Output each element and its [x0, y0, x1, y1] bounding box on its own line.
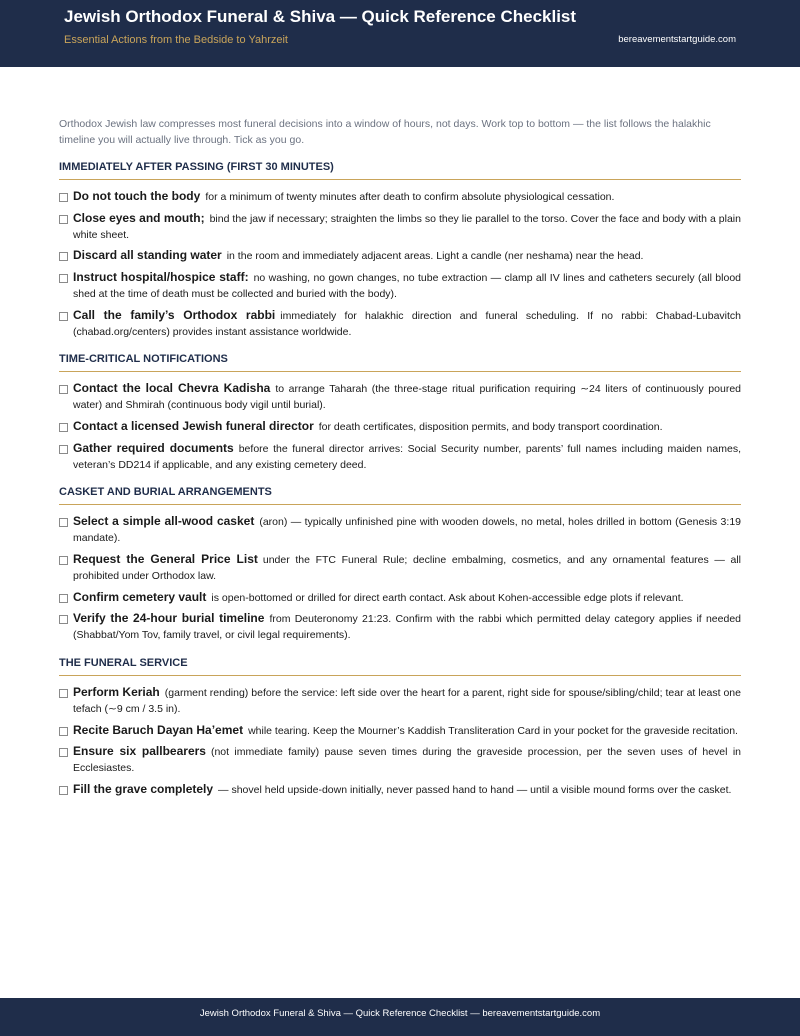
item-lead: Ensure six pallbearers	[73, 744, 206, 759]
checklist-item	[59, 552, 741, 585]
item-text: (aron) — typically unfinished pine with wooden dowels, no metal, holes drilled in bottom (Genesis 3:19 mandate).	[73, 516, 741, 545]
checklist-item	[59, 685, 741, 718]
checklist-item	[59, 590, 741, 607]
checkbox[interactable]	[59, 786, 68, 795]
item-lead: Instruct hospital/hospice staff:	[73, 270, 249, 285]
item-text: while tearing. Keep the Mourner’s Kaddish Transliteration Card in your pocket for the graveside recitation.	[248, 724, 738, 737]
checklist-item	[59, 441, 741, 474]
checkbox[interactable]	[59, 689, 68, 698]
checkbox[interactable]	[59, 274, 68, 283]
checklist-item	[59, 782, 741, 799]
section-title: IMMEDIATELY AFTER PASSING (FIRST 30 MINUTES)	[59, 161, 741, 180]
item-lead: Discard all standing water	[73, 248, 222, 263]
item-text: no washing, no gown changes, no tube extraction — clamp all IV lines and catheters securely (all blood shed at the time of death must be collected and buried with the body).	[73, 272, 742, 300]
checkbox[interactable]	[59, 385, 68, 394]
item-text: bind the jaw if necessary; straighten the limbs so they lie parallel to the torso. Cover the face and body with a plain white sheet.	[73, 212, 741, 241]
section-title: TIME-CRITICAL NOTIFICATIONS	[59, 353, 741, 372]
checklist-item	[59, 419, 741, 436]
item-text: from Deuteronomy 21:23. Confirm with the rabbi which permitted delay category applies if needed (Shabbat/Yom Tov, family travel, or civil legal requirements).	[73, 613, 741, 642]
checklist-item	[59, 744, 741, 777]
section-title: CASKET AND BURIAL ARRANGEMENTS	[59, 486, 741, 505]
item-lead: Contact the local Chevra Kadisha	[73, 381, 271, 396]
item-text: immediately for halakhic direction and funeral scheduling. If no rabbi: Chabad-Lubavitch (chabad.org/centers) provides instant assistance worldwide.	[73, 309, 742, 338]
checkbox[interactable]	[59, 727, 68, 736]
checkbox[interactable]	[59, 518, 68, 527]
checklist-sections	[59, 161, 741, 799]
item-text: in the room and immediately adjacent areas. Light a candle (ner neshama) near the head.	[226, 250, 644, 263]
site-link: bereavementstartguide.com	[618, 34, 736, 45]
item-lead: Do not touch the body	[73, 189, 201, 203]
item-lead: Request the General Price List	[73, 551, 258, 566]
item-text: (garment rending) before the service: left side over the heart for a parent, right side for spouse/sibling/child; tear at least one tefach (∼9 cm / 3.5 in).	[73, 686, 741, 715]
item-lead: Contact a licensed Jewish funeral director	[73, 418, 314, 433]
checkbox[interactable]	[59, 615, 68, 624]
checklist-item	[59, 248, 741, 265]
section-title: THE FUNERAL SERVICE	[59, 657, 741, 676]
checklist-item	[59, 211, 741, 244]
checkbox[interactable]	[59, 193, 68, 202]
page-title: Jewish Orthodox Funeral & Shiva — Quick Reference Checklist	[64, 7, 577, 26]
checklist-item	[59, 189, 741, 206]
checklist-item	[59, 723, 741, 740]
checkbox[interactable]	[59, 215, 68, 224]
checklist-item	[59, 270, 741, 303]
item-lead: Verify the 24-hour burial timeline	[73, 611, 265, 626]
checkbox[interactable]	[59, 594, 68, 603]
item-lead: Recite Baruch Dayan Ha’emet	[73, 722, 244, 737]
item-lead: Select a simple all-wood casket	[73, 514, 255, 529]
checklist-item	[59, 308, 741, 341]
checkbox[interactable]	[59, 556, 68, 565]
page-header	[0, 0, 800, 67]
checklist-item	[59, 381, 741, 414]
checkbox[interactable]	[59, 252, 68, 261]
item-lead: Confirm cemetery vault	[73, 589, 207, 604]
checklist-item	[59, 611, 741, 644]
item-lead: Perform Keriah	[73, 684, 160, 699]
page-footer: Jewish Orthodox Funeral & Shiva — Quick Reference Checklist — bereavementstartguide.com	[0, 998, 800, 1036]
checklist-content	[59, 116, 741, 799]
checkbox[interactable]	[59, 445, 68, 454]
item-lead: Gather required documents	[73, 440, 234, 455]
item-lead: Close eyes and mouth;	[73, 210, 205, 225]
item-text: to arrange Taharah (the three-stage ritual purification requiring ∼24 liters of continuously poured water) and Shmirah (continuous body vigil until burial).	[73, 383, 741, 412]
checkbox[interactable]	[59, 748, 68, 757]
item-text: for a minimum of twenty minutes after death to confirm absolute physiological cessation.	[205, 191, 615, 203]
item-text: (not immediate family) pause seven times during the graveside procession, per the seven uses of hevel in Ecclesiastes.	[73, 746, 741, 775]
item-text: for death certificates, disposition permits, and body transport coordination.	[318, 420, 663, 433]
item-text: is open-bottomed or drilled for direct earth contact. Ask about Kohen-accessible edge plots if relevant.	[211, 591, 684, 604]
item-text: — shovel held upside-down initially, never passed hand to hand — until a visible mound forms over the casket.	[218, 783, 732, 796]
checkbox[interactable]	[59, 312, 68, 321]
item-lead: Fill the grave completely	[73, 781, 214, 796]
item-lead: Call the family’s Orthodox rabbi	[73, 307, 276, 322]
checklist-item	[59, 514, 741, 547]
item-text: before the funeral director arrives: Social Security number, parents’ full names including maiden names, veteran’s DD214 if applicable, and any existing cemetery deed.	[73, 442, 741, 471]
intro-paragraph: Orthodox Jewish law compresses most funeral decisions into a window of hours, not days. Work top to bottom — the list follows the halakhic timeline you will actually live through. Tick as you go.	[59, 118, 711, 146]
checkbox[interactable]	[59, 423, 68, 432]
page-subtitle: Essential Actions from the Bedside to Yahrzeit	[64, 34, 288, 46]
item-text: under the FTC Funeral Rule; decline embalming, cosmetics, and any ornamental features — all prohibited under Orthodox law.	[73, 553, 741, 582]
